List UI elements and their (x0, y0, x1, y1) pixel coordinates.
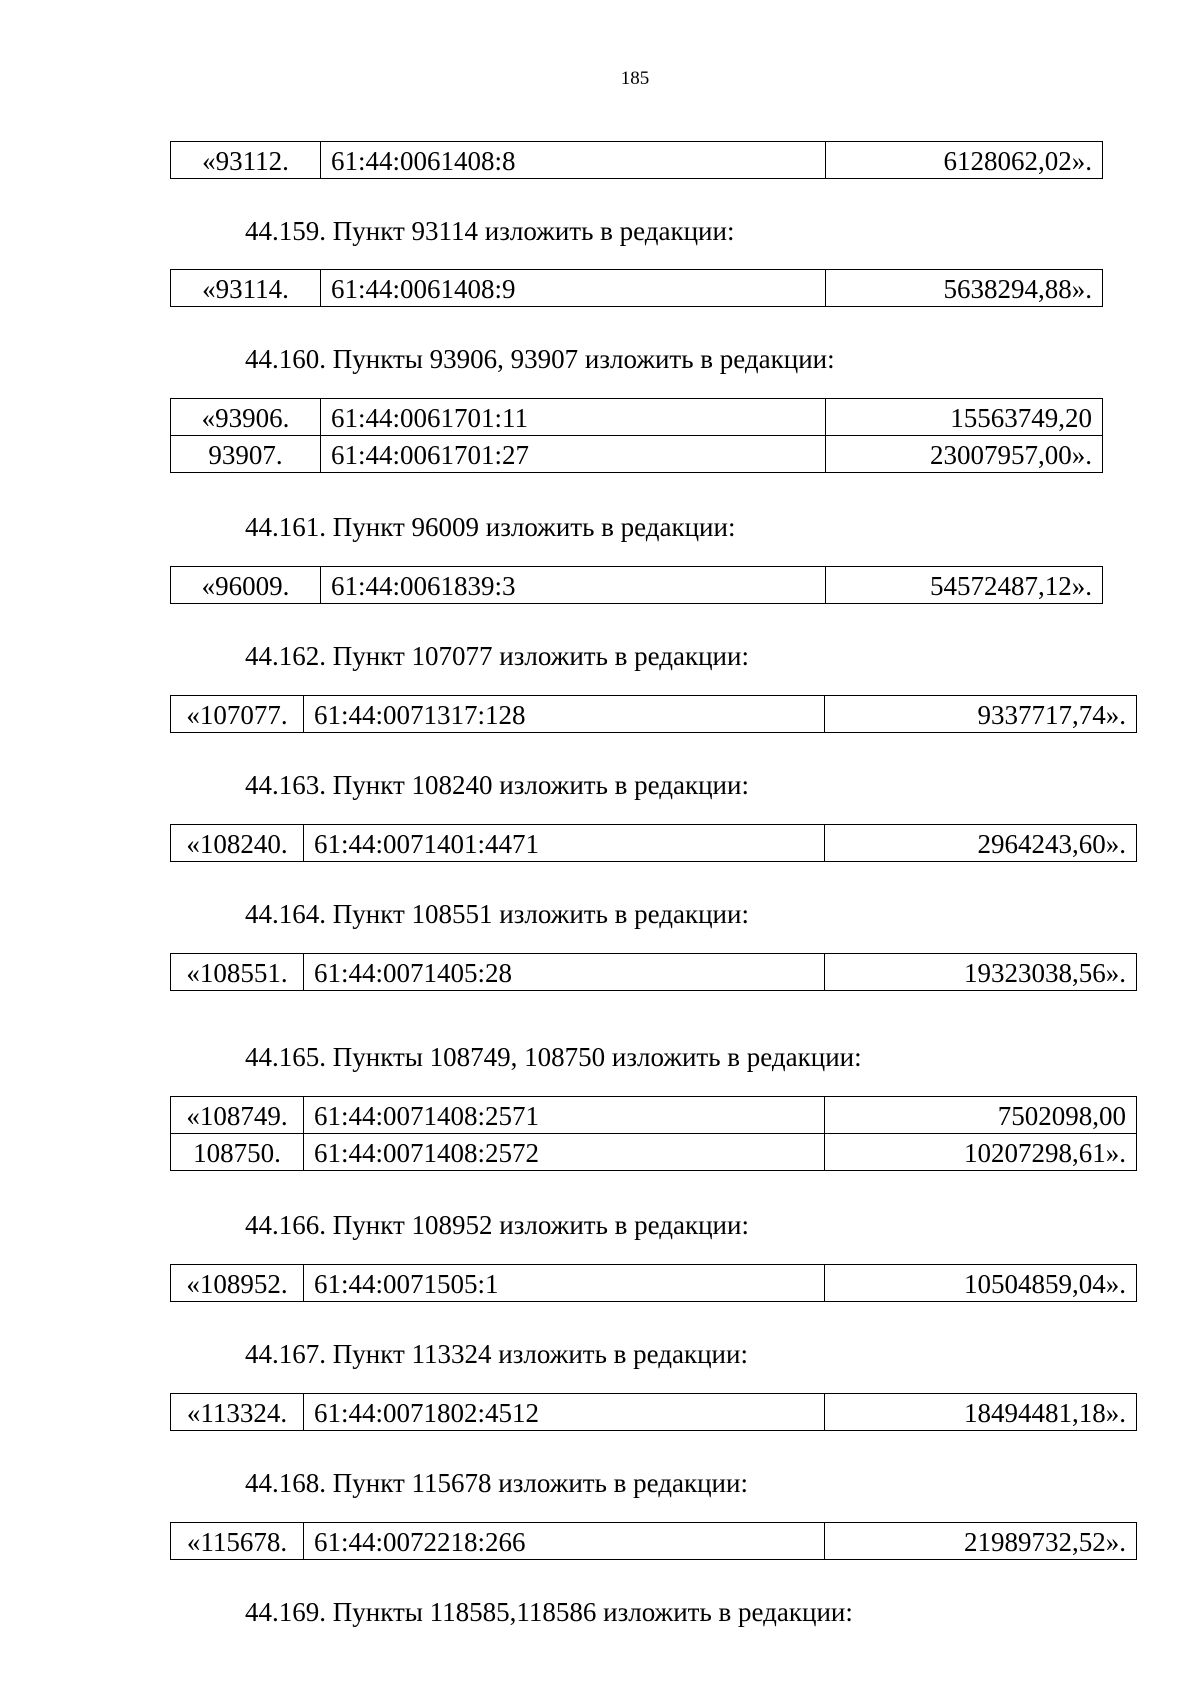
table-108952 (170, 1264, 1137, 1302)
cadastral-value: 2964243,60». (825, 825, 1137, 862)
section-heading-44-165: 44.165. Пункты 108749, 108750 изложить в редакции: (245, 1042, 862, 1072)
item-number: «93112. (171, 142, 321, 179)
table-108551 (170, 953, 1137, 991)
cadastral-value: 15563749,20 (826, 399, 1103, 436)
table-row (171, 1265, 1137, 1302)
cadastral-number: 61:44:0061701:27 (321, 436, 826, 473)
table-row (171, 1097, 1137, 1134)
cadastral-value: 9337717,74». (825, 696, 1137, 733)
item-number: «93906. (171, 399, 321, 436)
item-number: «108952. (171, 1265, 304, 1302)
table-108749-108750 (170, 1096, 1137, 1171)
item-number: 93907. (171, 436, 321, 473)
table-row (171, 696, 1137, 733)
table-108240 (170, 824, 1137, 862)
cadastral-value: 6128062,02». (826, 142, 1103, 179)
table-113324 (170, 1393, 1137, 1431)
cadastral-number: 61:44:0071802:4512 (304, 1394, 825, 1431)
table-107077 (170, 695, 1137, 733)
table-93906-93907 (170, 398, 1103, 473)
cadastral-number: 61:44:0071317:128 (304, 696, 825, 733)
item-number: «115678. (171, 1523, 304, 1560)
cadastral-value: 18494481,18». (825, 1394, 1137, 1431)
table-row (171, 399, 1103, 436)
cadastral-value: 7502098,00 (825, 1097, 1137, 1134)
item-number: «108551. (171, 954, 304, 991)
table-row (171, 954, 1137, 991)
section-heading-44-162: 44.162. Пункт 107077 изложить в редакции: (245, 641, 749, 671)
section-heading-44-167: 44.167. Пункт 113324 изложить в редакции: (245, 1339, 748, 1369)
table-row (171, 436, 1103, 473)
section-heading-44-164: 44.164. Пункт 108551 изложить в редакции: (245, 899, 749, 929)
cadastral-value: 10207298,61». (825, 1134, 1137, 1171)
section-heading-44-169: 44.169. Пункты 118585,118586 изложить в редакции: (245, 1597, 853, 1627)
cadastral-number: 61:44:0071405:28 (304, 954, 825, 991)
table-93112 (170, 141, 1103, 179)
item-number: «108749. (171, 1097, 304, 1134)
table-96009 (170, 566, 1103, 604)
cadastral-number: 61:44:0061408:9 (321, 270, 826, 307)
item-number: «93114. (171, 270, 321, 307)
table-row (171, 567, 1103, 604)
item-number: 108750. (171, 1134, 304, 1171)
cadastral-value: 54572487,12». (826, 567, 1103, 604)
item-number: «96009. (171, 567, 321, 604)
table-row (171, 825, 1137, 862)
table-93114 (170, 269, 1103, 307)
table-row (171, 1523, 1137, 1560)
item-number: «113324. (171, 1394, 304, 1431)
item-number: «107077. (171, 696, 304, 733)
cadastral-value: 19323038,56». (825, 954, 1137, 991)
cadastral-number: 61:44:0071401:4471 (304, 825, 825, 862)
cadastral-value: 5638294,88». (826, 270, 1103, 307)
cadastral-number: 61:44:0061701:11 (321, 399, 826, 436)
table-row (171, 1394, 1137, 1431)
section-heading-44-159: 44.159. Пункт 93114 изложить в редакции: (245, 216, 735, 246)
item-number: «108240. (171, 825, 304, 862)
cadastral-value: 23007957,00». (826, 436, 1103, 473)
table-row (171, 142, 1103, 179)
section-heading-44-166: 44.166. Пункт 108952 изложить в редакции: (245, 1210, 749, 1240)
section-heading-44-163: 44.163. Пункт 108240 изложить в редакции: (245, 770, 749, 800)
cadastral-value: 21989732,52». (825, 1523, 1137, 1560)
table-115678 (170, 1522, 1137, 1560)
cadastral-number: 61:44:0061408:8 (321, 142, 826, 179)
cadastral-number: 61:44:0072218:266 (304, 1523, 825, 1560)
cadastral-number: 61:44:0071408:2572 (304, 1134, 825, 1171)
table-row (171, 270, 1103, 307)
cadastral-number: 61:44:0071505:1 (304, 1265, 825, 1302)
cadastral-value: 10504859,04». (825, 1265, 1137, 1302)
section-heading-44-160: 44.160. Пункты 93906, 93907 изложить в редакции: (245, 344, 835, 374)
table-row (171, 1134, 1137, 1171)
page-number: 185 (620, 68, 650, 89)
section-heading-44-161: 44.161. Пункт 96009 изложить в редакции: (245, 512, 736, 542)
cadastral-number: 61:44:0071408:2571 (304, 1097, 825, 1134)
section-heading-44-168: 44.168. Пункт 115678 изложить в редакции: (245, 1468, 748, 1498)
cadastral-number: 61:44:0061839:3 (321, 567, 826, 604)
